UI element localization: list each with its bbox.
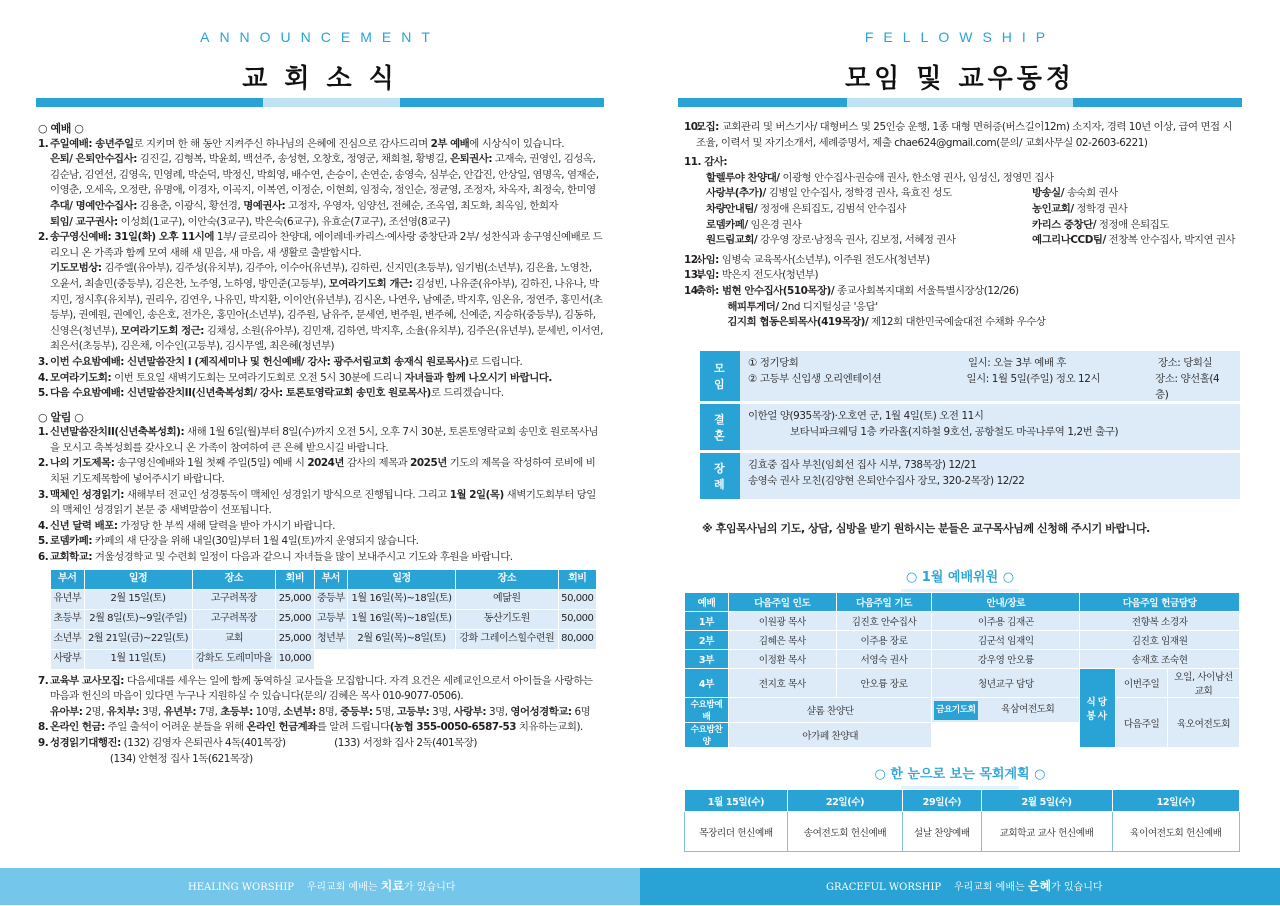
worship-cell: 이주용 김재곤 [932, 612, 1080, 631]
plan-title: ○ 한 눈으로 보는 목회계획 ○ [640, 763, 1280, 789]
plan-events-row [685, 812, 1240, 852]
notice-item [38, 519, 604, 535]
notice-item [38, 674, 604, 721]
fellowship-page [640, 0, 1280, 868]
school-cell: 사랑부 [51, 649, 85, 669]
worship-cell: 안오륭 장로 [836, 669, 932, 698]
notice-item [38, 425, 604, 456]
item-text: 교회학교: 겨울성경학교 및 수련회 일정이 다음과 같으니 자녀들을 많이 보내주시고 기도와 후원을 바랍니다. [50, 551, 513, 564]
thanks-entry: 카리스 중창단/ 정정애 은퇴집도 [1032, 218, 1169, 231]
thanks-row [706, 186, 1244, 202]
meeting-cell: ① 정기당회 [748, 357, 799, 369]
worship-committee-table [684, 592, 1240, 748]
worship-cell: 4부 [685, 669, 729, 698]
item-text: 로뎀카페: 카페의 새 단장을 위해 내일(30일)부터 1월 4일(토)까지 운영되지 않습니다. [50, 535, 419, 548]
notice-item [38, 736, 604, 767]
notice-item [38, 720, 604, 736]
plan-date: 1월 15일(수) [685, 790, 788, 812]
item-number: 12. [684, 253, 702, 266]
footer-right-eng: GRACEFUL WORSHIP [826, 882, 942, 893]
worship-committee-title: ○ 1월 예배위원 ○ [640, 566, 1280, 592]
worship-cell: 송재호 조숙현 [1080, 650, 1240, 669]
friday-value: 육삼여전도회 [1001, 703, 1055, 715]
footer-left-keyword: 치료 [380, 879, 404, 893]
table-row [51, 609, 597, 629]
school-cell: 50,000 [558, 609, 596, 629]
plan-dates-row [685, 790, 1240, 812]
footer-left [0, 868, 640, 905]
announcement-title: 교 회 소 식 [242, 64, 398, 94]
meeting-cell: 일시: 1월 5일(주일) 정오 12시 [966, 373, 1101, 385]
worship-item [38, 230, 604, 355]
worship-item [38, 137, 604, 231]
friday-cell [932, 698, 1080, 723]
school-cell: 10,000 [276, 649, 314, 669]
notice-list [38, 425, 604, 565]
item-text: 축하: 범현 안수집사(510목장)/ 종교사회복지대회 서울특별시장상(12/26) 해피투게더/ 2nd 디지털싱글 '응답' 김지희 협동은퇴목사(419목장)/ 제12회 대한민국예술대전 수채화 우수상 [696, 284, 1046, 329]
thanks-entry: 농인교회/ 정학경 권사 [1032, 202, 1128, 215]
worship-cell: 이원광 목사 [728, 612, 836, 631]
item-number: 8. [38, 721, 49, 734]
plan-date: 2월 5일(수) [981, 790, 1112, 812]
title-bar [36, 98, 604, 107]
worship-cell: 김진호 임재원 [1080, 631, 1240, 650]
item-number: 6. [38, 551, 49, 564]
thanks-label: 11. 감사: [684, 156, 728, 169]
funeral-body [740, 453, 1240, 499]
worship-header-cell: 다음주일 헌금담당 [1080, 593, 1240, 612]
wedding-label: 결혼 [700, 404, 740, 450]
school-cell [348, 649, 456, 669]
item-number: 2. [38, 231, 49, 244]
footer-right-end: 가 있습니다 [1051, 882, 1103, 893]
wedding-body [740, 404, 1240, 450]
thanks-entry: 방송실/ 송숙희 권사 [1032, 187, 1118, 200]
meeting-row [700, 351, 1240, 401]
item-number: 9. [38, 737, 49, 749]
worship-header-cell: 다음주일 기도 [836, 593, 932, 612]
recruit-item [684, 120, 1244, 151]
school-cell: 1월 11일(토) [84, 649, 192, 669]
school-cell [314, 649, 348, 669]
item-text: 사임: 임병숙 교육목사(소년부), 이주원 전도사(청년부) [696, 253, 930, 266]
announcement-content [38, 120, 604, 767]
funeral-row [700, 453, 1240, 499]
plan-event: 설날 찬양예배 [903, 812, 981, 852]
fellowship-item [684, 253, 1244, 269]
thanks-row [706, 233, 1244, 249]
meeting-cell: ② 고등부 신입생 오리엔테이션 [748, 373, 882, 385]
meeting-item [748, 371, 1232, 403]
fellowship-item [684, 284, 1244, 331]
school-header-cell: 부서 [314, 569, 348, 589]
plan-event: 송여전도회 헌신예배 [787, 812, 902, 852]
item-text: 성경읽기대행진: (132) 김영자 은퇴권사 4독(401목장) (133) 서정화 집사 2독(401목장) (134) 안현정 집사 1독(621목장) [50, 737, 477, 765]
fellowship-content [684, 120, 1244, 331]
worship-cell: 수요밤예배 [685, 698, 729, 723]
plan-date: 12일(수) [1112, 790, 1239, 812]
school-cell: 2월 8일(토)~9일(주일) [84, 609, 192, 629]
worship-cell: 3부 [685, 650, 729, 669]
item-number: 1. [38, 426, 49, 439]
school-cell: 50,000 [558, 589, 596, 609]
school-schedule-table [50, 569, 597, 670]
worship-header-cell: 안내/장로 [932, 593, 1080, 612]
item-text: 신년말씀잔치II(신년축복성회): 새해 1월 6일(월)부터 8일(수)까지 오전 5시, 오후 7시 30분, 토론토영락교회 송민호 원로목사님을 모시고 축복성회를 갖사오니 온 가족이 참여하여 큰 은혜 받으시길 바랍니다. [50, 426, 599, 454]
notice-list-continued [38, 674, 604, 768]
item-text: 모집: 교회관리 및 버스기사/ 대형버스 및 25인승 운행, 1종 대형 면허증(버스길이12m) 소지자, 경력 10년 이상, 급여 면접 시 조율, 이력서 및 자기소개서, 세례증명서, 제출 chae624@gmail.com(문의/ 교회사무실 02-2603-6221) [696, 121, 1233, 149]
school-cell: 2월 6일(목)~8일(토) [348, 629, 456, 649]
worship-cell: 식당봉사 [1080, 669, 1116, 748]
plan-date: 29일(수) [903, 790, 981, 812]
wedding-row [700, 404, 1240, 450]
school-cell: 예닮원 [456, 589, 559, 609]
school-cell: 25,000 [276, 589, 314, 609]
worship-cell [932, 723, 1080, 748]
item-number: 5. [38, 387, 49, 400]
meeting-cell: 장소: 양선홀(4층) [1155, 373, 1220, 401]
worship-cell: 강우영 안오륭 [932, 650, 1080, 669]
school-header-cell: 일정 [348, 569, 456, 589]
worship-table-body [685, 612, 1240, 748]
school-cell: 중등부 [314, 589, 348, 609]
item-text: 맥체인 성경읽기: 새해부터 전교인 성경통독이 맥체인 성경읽기 방식으로 진행됩니다. 그리고 1월 2일(목) 새벽기도회부터 당일의 맥체인 성경읽기 본문 중 새벽말씀이 선포됩니다. [50, 488, 596, 517]
worship-header-cell: 다음주일 인도 [728, 593, 836, 612]
item-number: 10. [684, 121, 702, 133]
item-number: 3. [38, 488, 49, 501]
announcement-eng-title: ANNOUNCEMENT [200, 29, 440, 45]
item-text: 온라인 헌금: 주일 출석이 어려운 분들을 위해 온라인 헌금계좌를 알려 드립니다(농협 355-0050-6587-53 치유하는교회). [50, 721, 583, 734]
school-cell: 교회 [192, 629, 276, 649]
item-text: 다음 수요밤예배: 신년말씀잔치II(신년축복성회/ 강사: 토론토영락교회 송민호 원로목사)로 드리겠습니다. [50, 387, 504, 400]
school-header-cell: 회비 [276, 569, 314, 589]
item-number: 1. [38, 137, 49, 150]
table-row [685, 612, 1240, 631]
table-row [51, 589, 597, 609]
thanks-list [684, 171, 1244, 249]
plan-event: 육이여전도회 헌신예배 [1112, 812, 1239, 852]
table-row [685, 669, 1240, 698]
worship-cell: 이주용 장로 [836, 631, 932, 650]
table-row [51, 629, 597, 649]
item-text: 교육부 교사모집: 다음세대를 세우는 일에 함께 동역하실 교사들을 모집합니다. 자격 요건은 세례교인으로서 아이들을 사랑하는 마음과 헌신의 마음이 있다면 누구나 지원하실 수 있습니다(문의/ 김혜은 목사 010-9077-0506). 유아부: 2명, 유치부: 3명, 유년부: 7명, 초등부: 10명, 소년부: 8명, 중등부: 5명, 고등부: 3명, 사랑부: 3명, 영어성경학교: 6명 [50, 674, 593, 718]
school-cell: 유년부 [51, 589, 85, 609]
fellowship-eng-title: FELLOWSHIP [864, 29, 1056, 45]
worship-cell: 김군석 임재익 [932, 631, 1080, 650]
announcement-page [0, 0, 640, 868]
school-cell: 80,000 [558, 629, 596, 649]
notice-item [38, 534, 604, 550]
school-cell: 고구려목장 [192, 589, 276, 609]
school-table-body [51, 589, 597, 669]
item-number: 7. [38, 674, 49, 687]
worship-section-header: ○ 예배 ○ [38, 122, 84, 135]
school-cell: 고구려목장 [192, 609, 276, 629]
worship-cell: 전향복 소경자 [1080, 612, 1240, 631]
footer-left-ko: 우리교회 예배는 [306, 882, 378, 893]
thanks-entry: 할렐루야 찬양대/ 이광형 안수집사·권승애 권사, 한소영 권사, 임성신, 정영민 집사 [706, 171, 1054, 184]
fellowship-title: 모임 및 교우동정 [845, 64, 1075, 94]
item-number: 4. [38, 371, 49, 384]
school-header-cell: 장소 [192, 569, 276, 589]
worship-cell: 다음주일 [1116, 698, 1168, 748]
wedding-line2: 보타닉파크웨딩 1층 카라홀(지하철 9호선, 공항철도 마곡나루역 1,2번 출구) [790, 426, 1119, 438]
footer-left-eng: HEALING WORSHIP [188, 882, 295, 893]
school-cell: 2월 15일(토) [84, 589, 192, 609]
school-cell: 소년부 [51, 629, 85, 649]
worship-cell: 청년교구 담당 [932, 669, 1080, 698]
worship-cell: 1부 [685, 612, 729, 631]
worship-table-header [685, 593, 1240, 612]
plan-date: 22일(수) [787, 790, 902, 812]
worship-cell: 2부 [685, 631, 729, 650]
funeral-line2: 송영숙 권사 모친(김양현 은퇴안수집사 장모, 320-2목장) 12/22 [748, 475, 1025, 487]
school-cell: 청년부 [314, 629, 348, 649]
school-cell: 강화 그레이스힐수련원 [456, 629, 559, 649]
plan-event: 교회학교 교사 헌신예배 [981, 812, 1112, 852]
worship-list [38, 137, 604, 402]
table-row [685, 698, 1240, 723]
item-text: 이번 수요밤예배: 신년말씀잔치 I (제직세미나 및 헌신예배/ 강사: 광주서림교회 송재식 원로목사)로 드립니다. [50, 355, 523, 368]
item-text: 신년 달력 배포: 가정당 한 부씩 새해 달력을 받아 가시기 바랍니다. [50, 519, 335, 532]
school-cell: 25,000 [276, 629, 314, 649]
table-row [51, 649, 597, 669]
items-list [684, 253, 1244, 331]
thanks-row [706, 171, 1244, 187]
school-header-cell: 일정 [84, 569, 192, 589]
item-number: 5. [38, 535, 49, 548]
school-cell: 동산기도원 [456, 609, 559, 629]
wedding-line1: 이한얼 양(935목장)·오호연 군, 1월 4일(토) 오전 11시 [748, 410, 984, 422]
notice-item [38, 550, 604, 566]
worship-item [38, 371, 604, 387]
worship-item [38, 386, 604, 402]
school-cell [456, 649, 559, 669]
fellowship-item [684, 268, 1244, 284]
notice-item [38, 456, 604, 487]
meeting-body [740, 351, 1240, 401]
worship-cell: 이정환 목사 [728, 650, 836, 669]
thanks-row [706, 218, 1244, 234]
school-cell: 1월 16일(목)~18일(토) [348, 609, 456, 629]
item-text: 부임: 박은지 전도사(청년부) [696, 269, 819, 282]
school-header-cell: 장소 [456, 569, 559, 589]
funeral-line1: 김효중 집사 부친(임희선 집사 시부, 738목장) 12/21 [748, 459, 977, 471]
notice-item [38, 488, 604, 519]
worship-cell: 이번주일 [1116, 669, 1168, 698]
school-cell: 초등부 [51, 609, 85, 629]
thanks-entry: 사랑부(추가)/ 김병일 안수집사, 정학경 권사, 육효진 성도 [706, 187, 952, 200]
footer-right-keyword: 은혜 [1027, 879, 1052, 893]
thanks-row [706, 202, 1244, 218]
footer-right [640, 868, 1280, 905]
school-table-header [51, 569, 597, 589]
item-text: 나의 기도제목: 송구영신예배와 1월 첫째 주일(5일) 예배 시 2024년 감사의 제목과 2025년 기도의 제목을 작성하여 로비에 비치된 기도제목함에 넣어주시기 바랍니다. [50, 457, 596, 486]
plan-event: 목장리더 헌신예배 [685, 812, 788, 852]
table-row [685, 650, 1240, 669]
item-text: 송구영신예배: 31일(화) 오후 11시에 1부/ 글로리아 찬양대, 에이레네·카리스·예사랑 중창단과 2부/ 성찬식과 송구영신예배로 드리오니 온 가족과 함께 모여 새해 새 믿음, 새 마음, 새 생활로 출발합시다. 기도모범상: 김주엘(유아부), 김주성(유치부), 김주아, 이수아(유년부), 김하린, 신지민(초등부), 임기범(소년부), 김은율, 노영찬, 오윤서, 최솔민(중등부), 김은찬, 노주영, 노하영, 방민준(고등부), 모여라기도회 개근: 김성빈, 나유준(유아부), 김하진, 나유나, 박지민, 정시후(유치부), 권리우, 김연우, 나유민, 박지환, 이이안(유년부), 김시온, 나연우, 남예준, 박지후, 임온유, 정연주, 홍민서(초등부), 권예원, 권예인, 송은호, 전가은, 홍민아(소년부), 김주원, 남유주, 문세연, 변주원, 변주혜, 신예준, 지승하(중등부), 김동하, 신영은(청년부), 모여라기도회 정근: 김채성, 소원(유아부), 김민재, 김하연, 박지후, 소율(유치부), 김주은(유년부), 문세빈, 이서연, 최은서(초등부), 김은채, 이수인(고등부), 김시무엘, 최은혜(청년부) [50, 231, 603, 353]
pastor-note: ※ 후임목사님의 기도, 상담, 심방을 받기 원하시는 분들은 교구목사님께 신청해 주시기 바랍니다. [702, 522, 1150, 535]
worship-cell: 아가페 찬양대 [728, 723, 932, 748]
school-header-cell: 회비 [558, 569, 596, 589]
item-text: 주일예배: 송년주일로 지키며 한 해 동안 지켜주신 하나님의 은혜에 진심으로 감사드리며 2부 예배에 시상식이 있습니다. 은퇴/ 은퇴안수집사: 김진길, 김형복, 박윤희, 백선주, 송성현, 오창호, 정영군, 채희철, 황병길, 은퇴권사: 고재숙, 권영인, 김성옥, 김순남, 김연선, 김영옥, 민영례, 박순덕, 박정신, 박희영, 배수연, 손승이, 손연순, 송영숙, 심부순, 안갑진, 안상일, 염명옥, 염재순, 이영춘, 오세옥, 오정란, 유명애, 이경자, 이곡지, 이복연, 이정순, 이현희, 임정숙, 정인순, 정균영, 조정자, 차옥자, 최정숙, 한미영 추대/ 명예안수집사: 김용춘, 이광식, 황선경, 명예권사: 고정자, 우영자, 임양선, 전혜순, 조옥엽, 최도화, 최옥임, 한희자 퇴임/ 교구권사: 이성희(1교구), 이안숙(3교구), 박은숙(6교구), 유효순(7교구), 조선영(8교구) [50, 137, 599, 228]
school-cell [558, 649, 596, 669]
thanks-entry: 예그리나CCD팀/ 전창복 안수집사, 박지연 권사 [1032, 234, 1236, 247]
item-text: 모여라기도회: 이번 토요일 새벽기도회는 모여라기도회로 오전 5시 30분에 드리니 자녀들과 함께 나오시기 바랍니다. [50, 371, 552, 384]
table-row [685, 631, 1240, 650]
worship-header-cell: 예배 [685, 593, 729, 612]
item-number: 4. [38, 519, 49, 532]
thanks-entry: 차량안내팀/ 정정애 은퇴집도, 김범석 안수집사 [706, 202, 906, 215]
worship-cell: 김혜은 목사 [728, 631, 836, 650]
item-number: 2. [38, 457, 49, 470]
worship-cell: 서영숙 권사 [836, 650, 932, 669]
worship-cell: 수요밤찬양 [685, 723, 729, 748]
meeting-cell: 장소: 당회실 [1158, 357, 1213, 369]
notice-section-header: ○ 알림 ○ [38, 410, 84, 424]
meeting-label: 모임 [700, 351, 740, 401]
plan-table [684, 789, 1240, 852]
item-number: 3. [38, 355, 49, 368]
footer-right-ko: 우리교회 예배는 [953, 882, 1025, 893]
footer-left-end: 가 있습니다 [403, 882, 456, 893]
school-cell: 25,000 [276, 609, 314, 629]
school-cell: 고등부 [314, 609, 348, 629]
worship-cell: 샬롬 찬양단 [728, 698, 932, 723]
friday-label: 금요기도회 [934, 701, 978, 720]
worship-cell: 전지호 목사 [728, 669, 836, 698]
meeting-item [748, 355, 1232, 371]
events-box [700, 351, 1240, 502]
worship-cell: 오일, 사이남선교회 [1168, 669, 1240, 698]
worship-item [38, 355, 604, 371]
thanks-entry: 로뎀카페/ 임은경 권사 [706, 218, 802, 231]
funeral-label: 장례 [700, 453, 740, 499]
school-header-cell: 부서 [51, 569, 85, 589]
item-recruit [684, 120, 1244, 151]
item-number: 14. [684, 284, 702, 297]
title-bar [678, 98, 1242, 107]
school-cell: 강화도 도레미마을 [192, 649, 276, 669]
thanks-entry: 원드림교회/ 강우영 장로·남정옥 권사, 김보정, 서혜정 권사 [706, 234, 956, 247]
worship-cell: 김진호 안수집사 [836, 612, 932, 631]
item-number: 13. [684, 269, 702, 282]
meeting-cell: 일시: 오늘 3부 예배 후 [968, 357, 1067, 369]
worship-cell: 육오여전도회 [1168, 698, 1240, 748]
school-cell: 1월 16일(목)~18일(토) [348, 589, 456, 609]
school-cell: 2월 21일(금)~22일(토) [84, 629, 192, 649]
